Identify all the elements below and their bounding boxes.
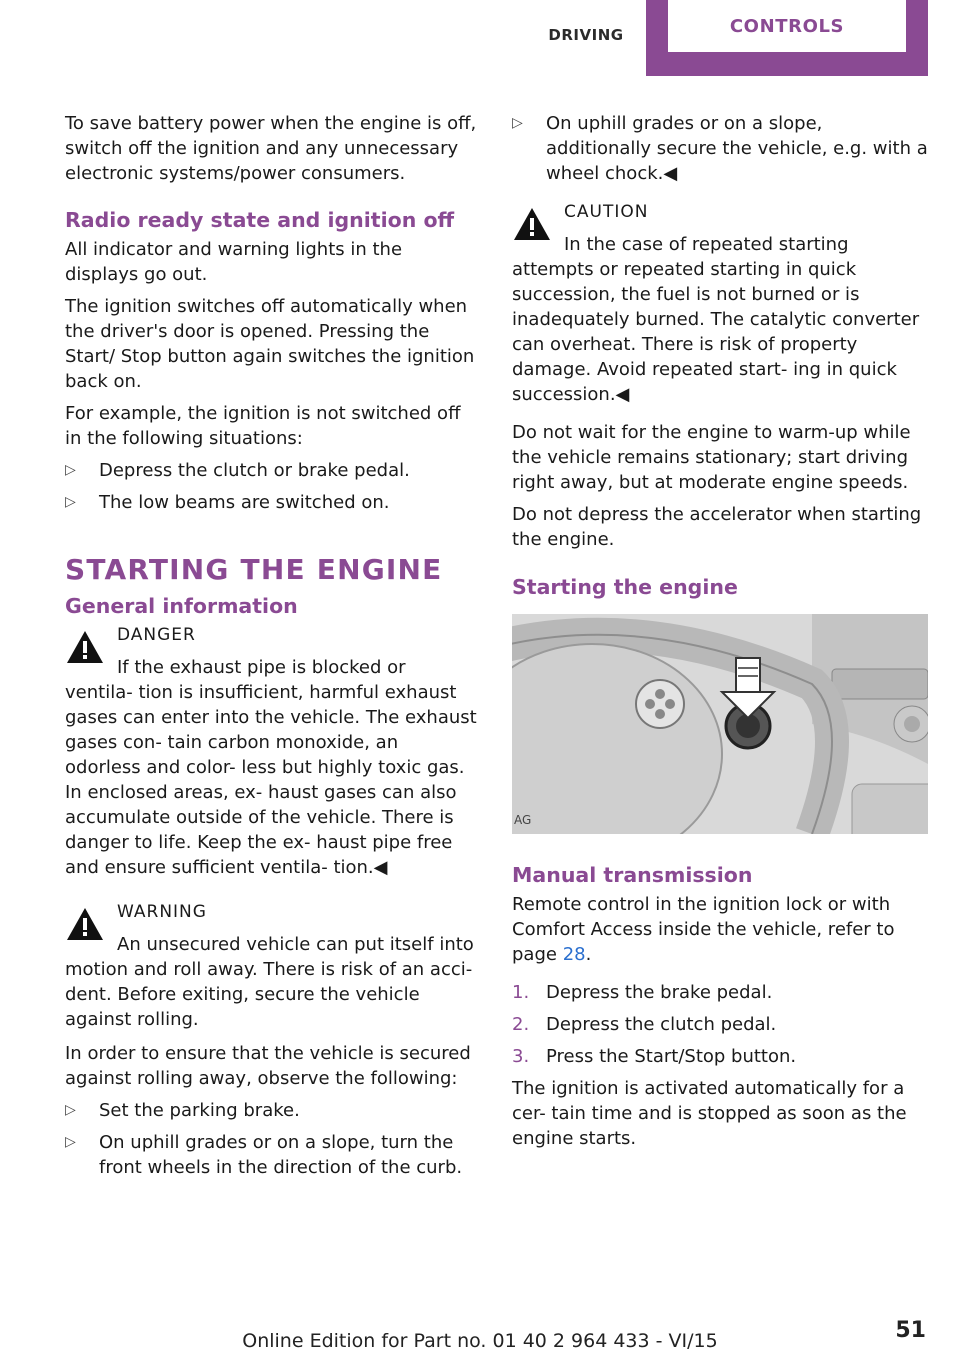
danger-notice	[65, 623, 477, 880]
general-info-heading: General information	[65, 594, 298, 618]
secure-paragraph: In order to ensure that the vehicle is secured against rolling away, observe the following:	[65, 1043, 471, 1089]
steering-wheel-drawing	[512, 614, 928, 834]
bullet-triangle-icon: ▷	[512, 115, 523, 131]
radio-paragraph-3: For example, the ignition is not switched off in the following situations:	[65, 403, 461, 449]
page-number: 51	[895, 1318, 926, 1343]
secure-bullet-list	[65, 1098, 477, 1180]
intro-paragraph: To save battery power when the engine is off, switch off the ignition and any unnecessary electronic systems/power consumers.	[65, 113, 477, 184]
steps-list	[512, 980, 930, 1069]
radio-paragraph-1: All indicator and warning lights in the displays go out.	[65, 239, 403, 285]
list-item: 2. Depress the clutch pedal.	[512, 1014, 777, 1035]
list-item: ▷ Set the parking brake.	[65, 1100, 300, 1121]
ignition-paragraph: The ignition is activated automatically for a cer- tain time and is stopped as soon as the engine starts.	[512, 1078, 907, 1149]
warning-triangle-icon	[512, 206, 552, 242]
warning-triangle-icon	[65, 906, 105, 942]
accelerator-paragraph: Do not depress the accelerator when starting the engine.	[512, 504, 922, 550]
warning-triangle-icon	[65, 629, 105, 665]
danger-title: DANGER	[117, 625, 196, 645]
list-item: ▷ On uphill grades or on a slope, turn the front wheels in the direction of the curb.	[65, 1132, 463, 1178]
footer-edition: Online Edition for Part no. 01 40 2 964 433 - VI/15	[242, 1330, 718, 1352]
warmup-paragraph: Do not wait for the engine to warm-up while the vehicle remains stationary; start driving right away, but at moderate engine speeds.	[512, 422, 911, 493]
steering-wheel-illustration	[512, 614, 928, 834]
radio-paragraph-2: The ignition switches off automatically when the driver's door is opened. Pressing the Start/ Stop button again switches the ignition back on.	[65, 296, 475, 392]
warning-notice	[65, 900, 477, 1032]
header-chapter-tab	[646, 0, 928, 76]
left-column	[65, 111, 477, 1187]
list-item: 3. Press the Start/Stop button.	[512, 1046, 797, 1067]
list-item: ▷ On uphill grades or on a slope, additionally secure the vehicle, e.g. with a wheel chock.◀	[512, 113, 928, 184]
list-item: ▷ Depress the clutch or brake pedal.	[65, 460, 410, 481]
bullet-triangle-icon: ▷	[65, 494, 76, 510]
header-chapter-box	[668, 0, 906, 52]
step-number: 3.	[512, 1046, 530, 1067]
right-column	[512, 111, 930, 1158]
caution-title: CAUTION	[564, 202, 649, 222]
warning-title: WARNING	[117, 902, 207, 922]
caution-notice	[512, 200, 930, 407]
step-number: 2.	[512, 1014, 530, 1035]
bullet-triangle-icon: ▷	[65, 462, 76, 478]
warning-body: An unsecured vehicle can put itself into motion and roll away. There is risk of an acci- dent. Before exiting, secure the vehicle against rolling.	[65, 934, 474, 1030]
bullet-triangle-icon: ▷	[65, 1134, 76, 1150]
list-item: ▷ The low beams are switched on.	[65, 492, 390, 513]
section-title: STARTING THE ENGINE	[65, 553, 443, 586]
header-chapter-text: CONTROLS	[729, 15, 845, 37]
continued-bullet-list	[512, 111, 930, 186]
step-number: 1.	[512, 982, 530, 1003]
page-link[interactable]: 28	[562, 944, 586, 965]
header-section-text: DRIVING	[548, 26, 624, 44]
manual-paragraph: Remote control in the ignition lock or with Comfort Access inside the vehicle, refer to page 28.	[512, 894, 895, 965]
figure-label: AG	[514, 813, 532, 827]
danger-body: If the exhaust pipe is blocked or ventila- tion is insufficient, harmful exhaust gases can enter into the vehicle. The exhaust gases con- tain carbon monoxide, an odorless and color- less but highly toxic gas. In enclosed areas, ex- haust gases can also accumulate outside of the vehicle. There is danger to life. Keep the ex- haust pipe free and ensure sufficient ventila- tion.◀	[65, 657, 477, 878]
manual-transmission-heading: Manual transmission	[512, 863, 753, 887]
radio-bullet-list	[65, 458, 477, 515]
radio-ready-heading: Radio ready state and ignition off	[65, 208, 455, 232]
caution-body: In the case of repeated starting attempts or repeated starting in quick succession, the fuel is not burned or is inadequately burned. The catalytic converter can overheat. There is risk of property damage. Avoid repeated start- ing in quick succession.◀	[512, 234, 920, 405]
list-item: 1. Depress the brake pedal.	[512, 982, 773, 1003]
bullet-triangle-icon: ▷	[65, 1102, 76, 1118]
header-section-label	[530, 0, 642, 72]
starting-heading: Starting the engine	[512, 575, 738, 599]
